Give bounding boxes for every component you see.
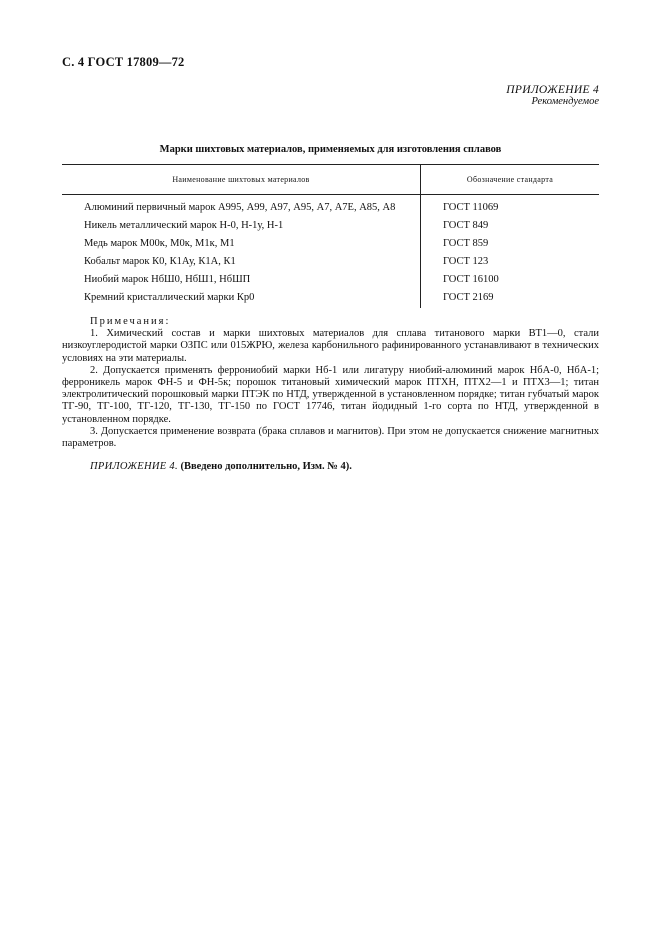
column-header-material: Наименование шихтовых материалов — [62, 165, 421, 195]
appendix-label: ПРИЛОЖЕНИЕ 4 — [506, 84, 599, 96]
material-cell: Никель металлический марок Н-0, Н-1у, Н-1 — [62, 216, 421, 234]
materials-table — [62, 164, 599, 308]
note-item-2: 2. Допускается применять феррониобий марки Нб-1 или лигатуру ниобий-алюминий марок НбА-0, НбА-1; ферроникель марок ФН-5 и ФН-5к; порошок титановый химический марок ПТХН, ПТХ2—1 и ПТХ3—1; титан электролитический порошковый марки ПТЭК по НТД, утвержденной в установленном порядке; титан губчатый марок ТГ-90, ТГ-100, ТГ-120, ТГ-130, ТГ-150 по ГОСТ 17746, титан йодидный 1-го сорта по НТД, утвержденной в установленном порядке. — [62, 364, 599, 425]
appendix-status: Рекомендуемое — [531, 96, 599, 107]
standard-cell: ГОСТ 11069 — [443, 201, 499, 213]
column-header-standard: Обозначение стандарта — [421, 165, 600, 195]
standard-cell: ГОСТ 123 — [443, 255, 489, 267]
table-row — [62, 216, 599, 234]
table-row — [62, 252, 599, 270]
note-item-1: 1. Химический состав и марки шихтовых материалов для сплава титанового марки ВТ1—0, стали низкоуглеродистой марки ОЗПС или 015ЖРЮ, железа карбонильного рафинированного устанавливают в технических условиях на эти материалы. — [62, 328, 599, 364]
table-row — [62, 234, 599, 252]
page-header: С. 4 ГОСТ 17809—72 — [62, 55, 185, 69]
table-header-row — [62, 165, 599, 195]
standard-cell: ГОСТ 16100 — [443, 273, 499, 285]
material-cell: Кремний кристаллический марки Кр0 — [62, 288, 421, 308]
table-title: Марки шихтовых материалов, применяемых для изготовления сплавов — [159, 144, 502, 155]
material-cell: Кобальт марок К0, К1Ау, К1А, К1 — [62, 252, 421, 270]
standard-cell: ГОСТ 859 — [443, 237, 489, 249]
notes-heading: Примечания: — [90, 316, 171, 327]
standard-cell: ГОСТ 2169 — [443, 291, 494, 303]
table-row — [62, 195, 599, 217]
note-item-3: 3. Допускается применение возврата (брака сплавов и магнитов). При этом не допускается снижение магнитных параметров. — [62, 425, 599, 450]
standard-cell: ГОСТ 849 — [443, 219, 489, 231]
table-row — [62, 270, 599, 288]
material-cell: Медь марок М00к, М0к, М1к, М1 — [62, 234, 421, 252]
notes-section — [62, 316, 599, 450]
amendment-text: (Введено дополнительно, Изм. № 4). — [180, 461, 352, 472]
table-row — [62, 288, 599, 308]
appendix-label-block — [506, 84, 599, 108]
amendment-note — [90, 461, 352, 472]
amendment-label: ПРИЛОЖЕНИЕ 4. — [90, 461, 178, 472]
material-cell: Алюминий первичный марок А995, А99, А97, А95, А7, А7Е, А85, А8 — [62, 195, 421, 217]
material-cell: Ниобий марок НбШ0, НбШ1, НбШП — [62, 270, 421, 288]
